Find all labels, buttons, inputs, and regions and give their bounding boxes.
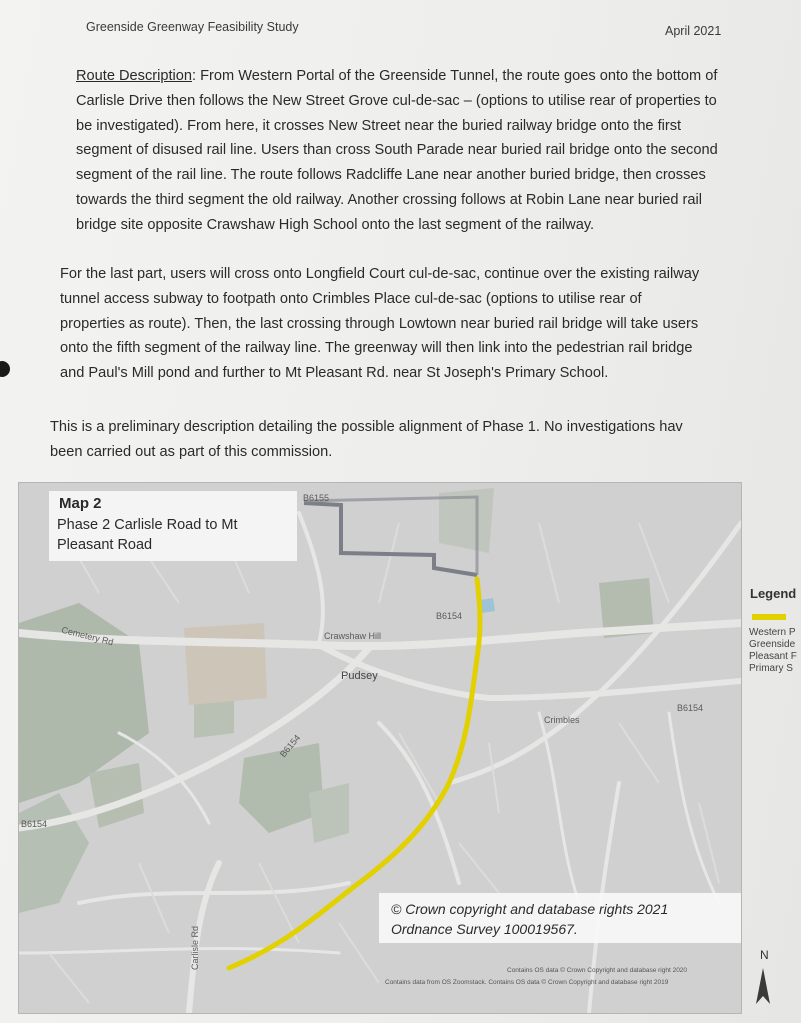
- text-line: This is a preliminary description detailing the possible alignment of Phase 1. No investigations hav: [50, 419, 683, 435]
- preliminary-note-paragraph: [50, 415, 801, 465]
- text-line: For the last part, users will cross onto Longfield Court cul-de-sac, continue over the existing railway: [60, 266, 700, 282]
- text-line: segment of disused rail line. Users than cross South Parade near buried rail bridge onto the second: [76, 142, 718, 159]
- road-label-b6154-east: B6154: [677, 703, 704, 713]
- text-line: towards the third segment the old railway. Another crossing follows at Robin Lane near buried rail: [76, 191, 702, 208]
- road-label-b6154-north: B6154: [436, 611, 463, 621]
- text-line: onto the fifth segment of the railway line. The greenway will then link into the pedestrian rail bridge: [60, 340, 693, 357]
- text-line: been carried out as part of this commission.: [50, 443, 333, 460]
- route-map: [18, 482, 742, 1014]
- last-part-paragraph: [60, 262, 801, 386]
- road-label-cemetery: Cemetery Rd: [60, 624, 115, 648]
- map-number: Map 2: [59, 495, 102, 512]
- park-area: [309, 783, 349, 843]
- document-header-date: April 2021: [665, 24, 722, 38]
- legend-route-label: Western P Greenside Pleasant F Primary S: [749, 627, 797, 674]
- map-subtitle: Phase 2 Carlisle Road to Mt Pleasant Road: [57, 517, 238, 553]
- copyright-line-1: © Crown copyright and database rights 2021: [391, 901, 669, 917]
- place-label-crimbles: Crimbles: [544, 715, 580, 725]
- sports-field: [184, 623, 267, 705]
- north-label: N: [760, 948, 769, 962]
- text-line: properties as route). Then, the last crossing through Lowtown near buried rail bridge will take users: [60, 315, 699, 332]
- place-label-pudsey: Pudsey: [341, 670, 378, 682]
- text-line: and Paul's Mill pond and further to Mt Pleasant Rd. near St Joseph's Primary School.: [60, 365, 609, 382]
- road-label-crawshaw: Crawshaw Hill: [324, 631, 382, 641]
- park-area: [19, 793, 89, 913]
- text-line: bridge site opposite Crawshaw High School onto the last segment of the railway.: [76, 216, 595, 233]
- road-label-b6154-west: B6154: [277, 732, 303, 760]
- north-arrow-icon: [756, 968, 770, 1004]
- text-line: Route Description: From Western Portal of the Greenside Tunnel, the route goes onto the bottom of: [76, 68, 718, 84]
- map-attribution: Contains data from OS Zoomstack. Contains OS data © Crown Copyright and database right 2019: [385, 979, 669, 986]
- route-description-label: Route Description: [76, 68, 192, 84]
- route-description-paragraph: [76, 64, 791, 238]
- text-line: be investigated). From here, it crosses New Street near the buried railway bridge onto the first: [76, 117, 682, 134]
- map-title-box: [49, 491, 297, 561]
- map-attribution: Contains OS data © Crown Copyright and database right 2020: [507, 967, 688, 974]
- text-line: tunnel access subway to footpath onto Crimbles Place cul-de-sac (options to utilise rear of: [60, 290, 642, 307]
- text-line: segment of the rail line. The route follows Radcliffe Lane near another buried bridge, then crosses: [76, 167, 706, 184]
- road-label-b6154-edge: B6154: [21, 819, 48, 829]
- legend-route-swatch: [752, 614, 786, 620]
- document-header-title: Greenside Greenway Feasibility Study: [86, 20, 299, 34]
- copyright-box: [379, 893, 741, 943]
- binder-hole: [0, 361, 10, 377]
- pond: [481, 598, 495, 613]
- road-label-carlisle: Carlisle Rd: [190, 925, 201, 971]
- road-label-b6155: B6155: [303, 493, 330, 503]
- text-line: Carlisle Drive then follows the New Street Grove cul-de-sac – (options to utilise rear of properties to: [76, 92, 717, 109]
- legend-title: Legend: [750, 586, 797, 601]
- copyright-line-2: Ordnance Survey 100019567.: [391, 921, 578, 937]
